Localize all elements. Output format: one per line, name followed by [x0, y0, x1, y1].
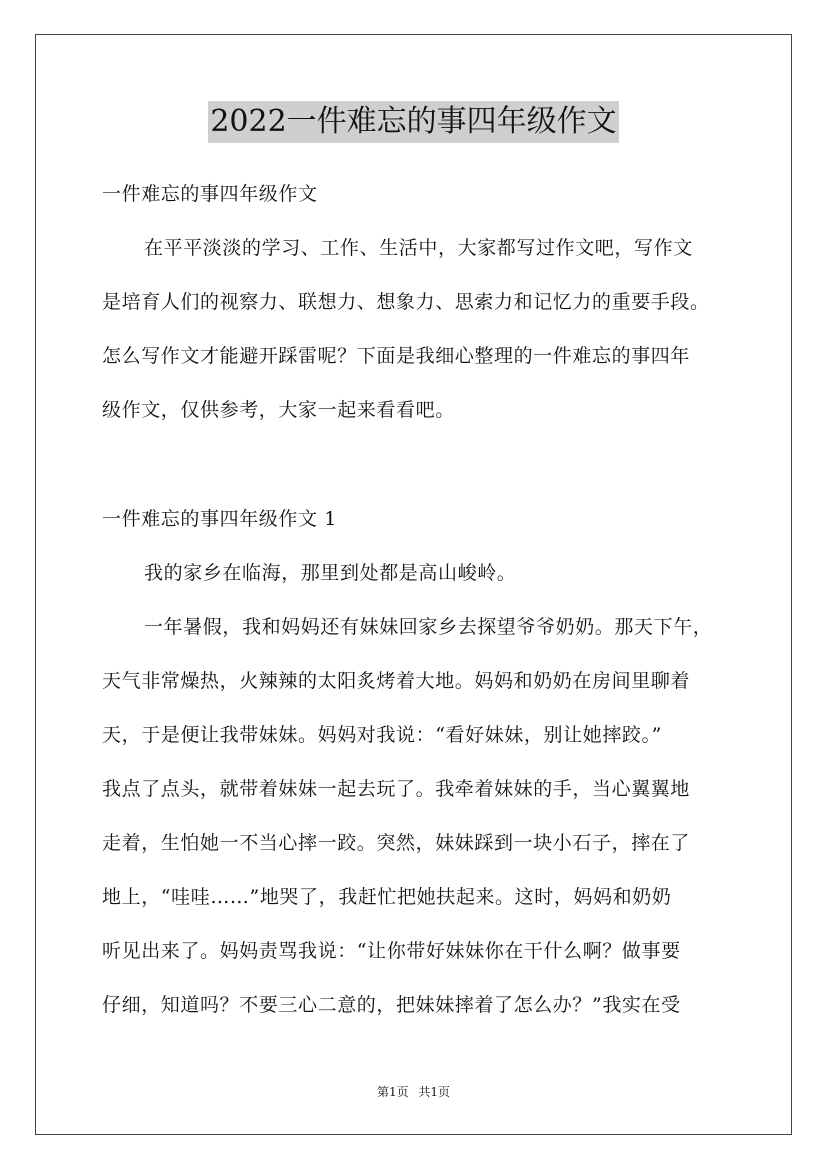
essay-line-5: 我点了点头，就带着妹妹一起去玩了。我牵着妹妹的手，当心翼翼地: [102, 778, 691, 800]
essay-line-4: 天，于是便让我带妹妹。妈妈对我说：“看好妹妹，别让她摔跤。”: [102, 724, 662, 746]
intro-line-1: 在平平淡淡的学习、工作、生活中，大家都写过作文吧，写作文: [144, 237, 693, 259]
intro-line-2: 是培育人们的视察力、联想力、想象力、思索力和记忆力的重要手段。: [102, 291, 710, 313]
essay-line-7: 地上，“哇哇……”地哭了，我赶忙把她扶起来。这时，妈妈和奶奶: [102, 886, 672, 908]
page-footer: [0, 1084, 827, 1100]
section-heading: 一件难忘的事四年级作文: [102, 183, 318, 205]
intro-line-3: 怎么写作文才能避开踩雷呢？下面是我细心整理的一件难忘的事四年: [102, 345, 691, 367]
page-total: 共1页: [418, 1085, 451, 1099]
essay-line-3: 天气非常燥热，火辣辣的太阳炙烤着大地。妈妈和奶奶在房间里聊着: [102, 670, 691, 692]
essay-line-1: 我的家乡在临海，那里到处都是高山峻岭。: [144, 562, 517, 584]
intro-line-4: 级作文，仅供参考，大家一起来看看吧。: [102, 399, 455, 421]
essay-heading: 一件难忘的事四年级作文 1: [102, 508, 337, 530]
essay-line-9: 仔细，知道吗？不要三心二意的，把妹妹摔着了怎么办？”我实在受: [102, 994, 681, 1016]
essay-line-2: 一年暑假，我和妈妈还有妹妹回家乡去探望爷爷奶奶。那天下午，: [144, 616, 713, 638]
title-container: [0, 101, 827, 143]
page-number: 第1页: [376, 1085, 409, 1099]
document-title: 2022一件难忘的事四年级作文: [208, 101, 618, 143]
essay-line-6: 走着，生怕她一不当心摔一跤。突然，妹妹踩到一块小石子，摔在了: [102, 832, 691, 854]
essay-line-8: 听见出来了。妈妈责骂我说：“让你带好妹妹你在干什么啊？做事要: [102, 940, 681, 962]
